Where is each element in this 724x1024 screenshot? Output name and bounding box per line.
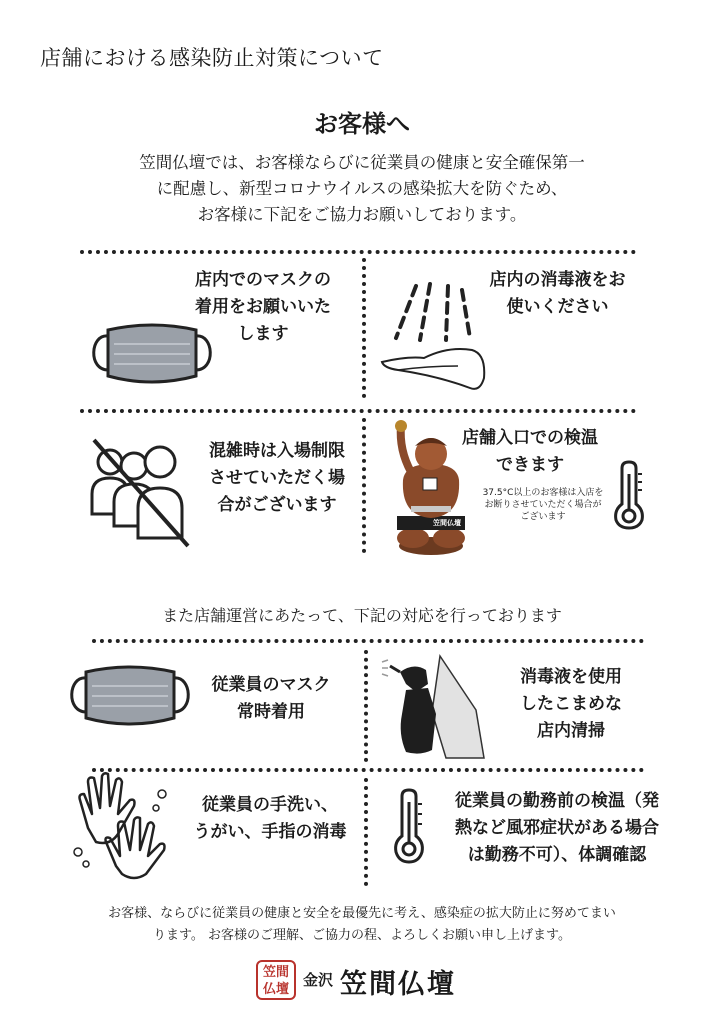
page-title: 店舗における感染防止対策について <box>40 46 384 70</box>
staff-handwash-text <box>178 792 362 846</box>
caption-line: 混雑時は入場制限 <box>209 441 345 461</box>
caption-line: 消毒液を使用 <box>520 667 622 687</box>
logo-mark-line: 笠間 <box>262 965 289 980</box>
hands-icon <box>72 770 170 880</box>
caption-line: 従業員のマスク <box>211 675 331 695</box>
caption-line: 常時着用 <box>237 702 305 722</box>
caption-line: します <box>237 324 289 344</box>
dotted-divider <box>80 409 636 413</box>
crowd-restricted-icon <box>88 434 196 552</box>
temperature-note <box>472 487 614 523</box>
statue-sign: 笠間仏壇 <box>433 519 461 527</box>
caption-line: したこまめな <box>520 694 622 714</box>
intro-line: お客様に下記をご協力お願いしております。 <box>197 205 527 224</box>
dotted-divider <box>92 768 644 772</box>
dotted-divider <box>364 650 368 762</box>
caption-line: うがい、手指の消毒 <box>193 822 347 842</box>
closing-line: ります。 お客様のご理解、ご協力の程、よろしくお願い申し上げます。 <box>152 928 572 943</box>
note-line: お断りさせていただく場合が <box>484 500 602 510</box>
staff-mask-text <box>196 672 346 726</box>
intro-line: 笠間仏壇では、お客様ならびに従業員の健康と安全確保第一 <box>139 153 585 172</box>
caption-line: 店舗入口での検温 <box>462 428 598 448</box>
closing-line: お客様、ならびに従業員の健康と安全を最優先に考え、感染症の拡大防止に努めてまい <box>108 906 616 921</box>
company-logo-mark <box>256 960 296 1000</box>
intro-text <box>60 150 664 228</box>
entrance-temperature-text <box>460 425 600 479</box>
disinfectant-request-text <box>470 267 645 321</box>
caption-line: 従業員の勤務前の検温（発 <box>455 791 659 811</box>
spray-bottle-icon <box>380 654 484 758</box>
caption-line: 店内の消毒液をお <box>489 270 626 290</box>
staff-health-check-text <box>434 788 680 869</box>
thermometer-icon <box>392 788 426 864</box>
caption-line: は勤務不可）、体調確認 <box>467 845 647 865</box>
closing-text <box>48 903 676 947</box>
note-line: 37.5°C以上のお客様は入店を <box>482 488 604 498</box>
hand-spray-icon <box>378 280 494 396</box>
caption-line: 店内清掃 <box>537 721 605 741</box>
staff-cleaning-text <box>496 664 646 745</box>
thermometer-icon <box>612 460 646 530</box>
dotted-divider <box>92 639 644 643</box>
caption-line: 店内でのマスクの <box>195 270 331 290</box>
caption-line: 合がございます <box>217 495 337 515</box>
entry-limit-text <box>196 438 358 519</box>
dotted-divider <box>362 418 366 553</box>
mask-icon <box>66 662 194 730</box>
note-line: ございます <box>520 512 566 522</box>
footer-company-name: 笠間仏壇 <box>340 969 456 1000</box>
staff-section-intro: また店舗運営にあたって、下記の対応を行っております <box>162 606 562 625</box>
greeting-heading: お客様へ <box>314 110 410 138</box>
caption-line: させていただく場 <box>209 468 345 488</box>
caption-line: 従業員の手洗い、 <box>202 795 338 815</box>
caption-line: 使いください <box>506 297 609 317</box>
caption-line: 着用をお願いいた <box>195 297 331 317</box>
dotted-divider <box>364 778 368 886</box>
intro-line: に配慮し、新型コロナウイルスの感染拡大を防ぐため、 <box>156 179 568 198</box>
caption-line: 熱など風邪症状がある場合 <box>455 818 659 838</box>
caption-line: できます <box>496 455 564 475</box>
dotted-divider <box>80 250 636 254</box>
dotted-divider <box>362 258 366 398</box>
footer-city: 金沢 <box>303 971 334 989</box>
mask-icon <box>86 318 218 390</box>
logo-mark-line: 仏壇 <box>262 982 289 997</box>
